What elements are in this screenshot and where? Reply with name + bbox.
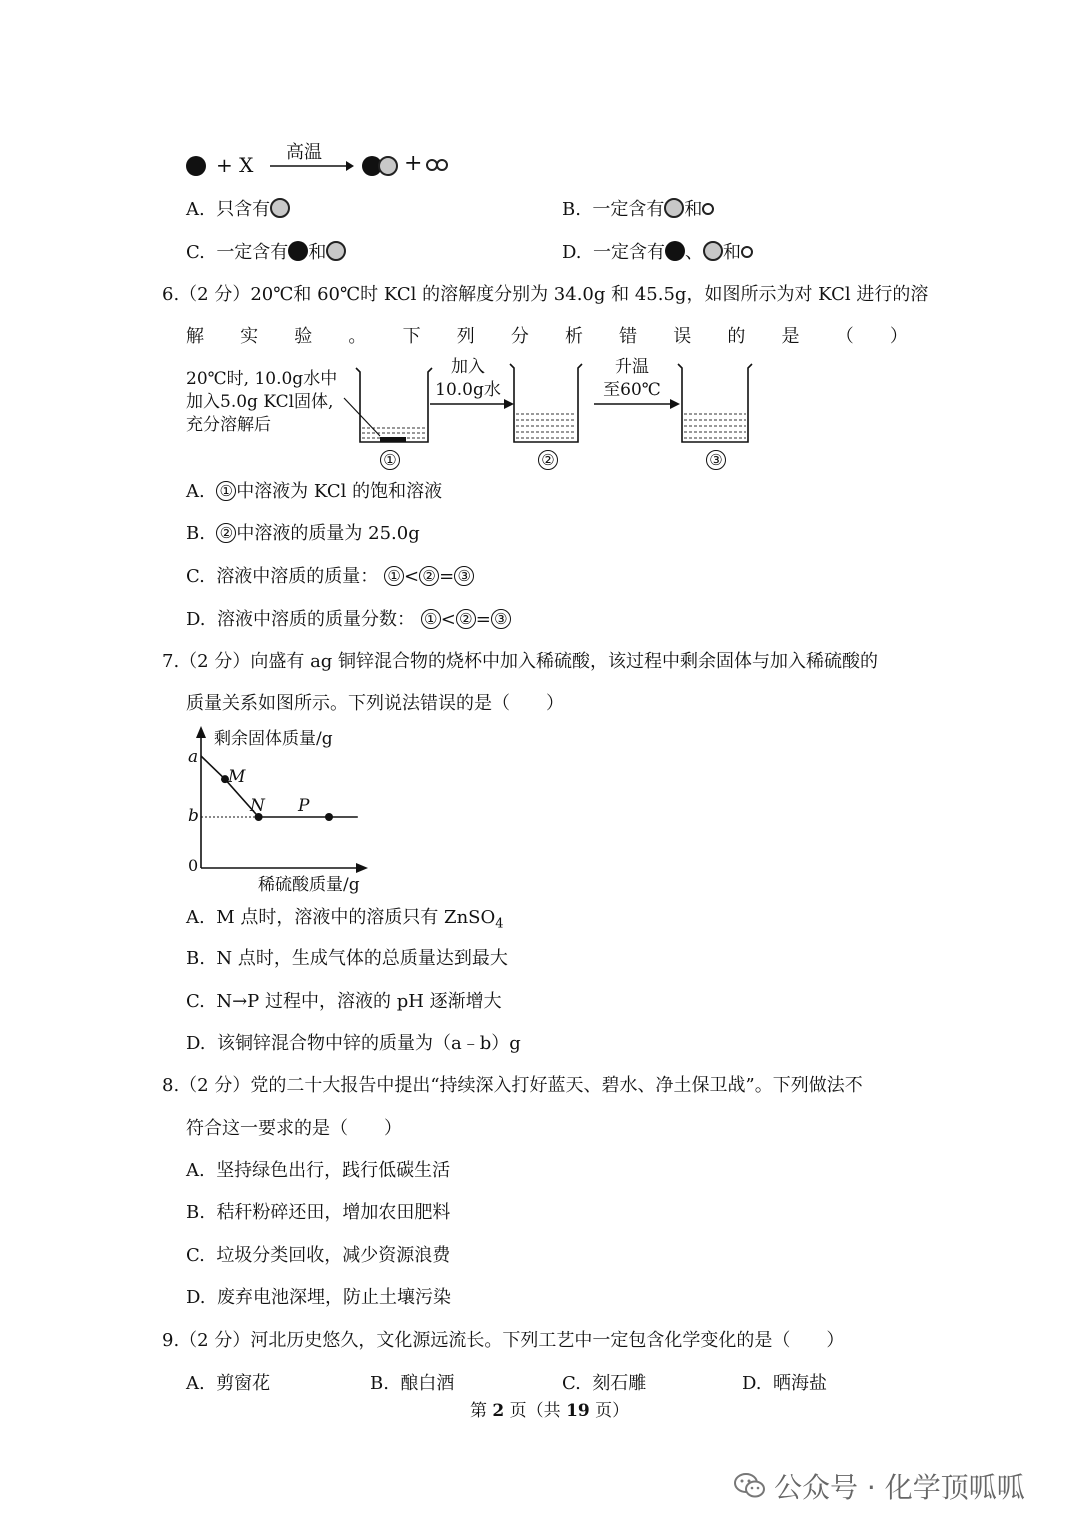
chart-ylabel: 剩余固体质量/g (214, 729, 333, 749)
reaction-condition: 高温 (286, 142, 322, 163)
q9-option-c[interactable]: C. 刻石雕 (562, 1373, 647, 1394)
small-atom-icon (741, 246, 753, 258)
q6-stem-line2: 解 实 验 。 下 列 分 析 错 误 的 是 （ ） (186, 326, 908, 347)
q9-option-b[interactable]: B. 酿白酒 (370, 1373, 455, 1394)
beaker-2 (510, 364, 582, 442)
series-line (201, 756, 358, 817)
chart-origin: 0 (188, 856, 199, 875)
beaker-label-1: ① (380, 450, 400, 470)
fig-desc: 20℃时, 10.0g水中 加入5.0g KCl固体, 充分溶解后 (186, 369, 338, 435)
gray-atom-icon (703, 241, 723, 261)
q6-option-c[interactable]: C. 溶液中溶质的质量： ① < ② = ③ (186, 565, 474, 589)
q6-option-b[interactable]: B. ② 中溶液的质量为 25.0g (186, 523, 420, 544)
step1-label: 加入 10.0g水 (435, 357, 501, 400)
chart-xlabel: 稀硫酸质量/g (258, 875, 360, 895)
black-atom-icon (288, 241, 308, 261)
black-atom-icon (665, 241, 685, 261)
small-atom-icon (436, 159, 448, 171)
q5-option-b[interactable]: B. 一定含有 和 (562, 198, 714, 222)
step2-label: 升温 至60℃ (603, 357, 661, 400)
chart-ytick-a: a (188, 747, 199, 767)
reaction-x: + X (216, 153, 254, 177)
reaction-plus: + (404, 151, 423, 176)
q6-option-a[interactable]: A. ① 中溶液为 KCl 的饱和溶液 (186, 481, 443, 502)
chart-point-label-m: M (228, 767, 246, 787)
q8-stem-line2: 符合这一要求的是（ ） (186, 1118, 402, 1139)
q6-stem-line1: 6.（2 分）20℃和 60℃时 KCl 的溶解度分别为 34.0g 和 45.5g，如图所示为对 KCl 进行的溶 (162, 284, 929, 305)
q8-option-b[interactable]: B. 秸秆粉碎还田，增加农田肥料 (186, 1202, 451, 1223)
watermark (734, 1466, 1025, 1506)
q9-option-a[interactable]: A. 剪窗花 (186, 1373, 271, 1394)
gray-atom-icon (664, 198, 684, 218)
beaker-3 (678, 364, 752, 442)
gray-atom-icon (270, 198, 290, 218)
chart-point-label-p: P (298, 796, 310, 816)
q6-experiment-figure (184, 356, 764, 476)
gray-atom-icon (378, 156, 398, 176)
q7-stem-line1: 7.（2 分）向盛有 ag 铜锌混合物的烧杯中加入稀硫酸，该过程中剩余固体与加入稀硫酸的 (162, 651, 879, 672)
q9-option-d[interactable]: D. 晒海盐 (742, 1373, 827, 1394)
watermark-text: 公众号 · 化学顶呱呱 (774, 1471, 1025, 1504)
beaker-label-2: ② (538, 450, 558, 470)
q5-option-d[interactable]: D. 一定含有 、 和 (562, 241, 753, 265)
reaction-arrow-icon (270, 160, 354, 172)
q5-option-c[interactable]: C. 一定含有 和 (186, 241, 346, 265)
black-atom-icon (186, 156, 206, 176)
q8-option-a[interactable]: A. 坚持绿色出行，践行低碳生活 (186, 1160, 451, 1181)
q7-option-c[interactable]: C. N→P 过程中，溶液的 pH 逐渐增大 (186, 991, 502, 1012)
q9-stem: 9.（2 分）河北历史悠久，文化源远流长。下列工艺中一定包含化学变化的是（ ） (162, 1330, 845, 1351)
q6-option-d[interactable]: D. 溶液中溶质的质量分数： ① < ② = ③ (186, 608, 511, 632)
q7-option-d[interactable]: D. 该铜锌混合物中锌的质量为（a﹣b）g (186, 1033, 521, 1054)
q8-option-d[interactable]: D. 废弃电池深埋，防止土壤污染 (186, 1287, 451, 1308)
q5-option-a[interactable]: A. 只含有 (186, 198, 290, 222)
chart-ytick-b: b (188, 806, 199, 826)
beaker-1 (344, 368, 432, 442)
page-footer: 第 2 页（共 19 页） (470, 1401, 630, 1421)
beaker-label-3: ③ (706, 450, 726, 470)
small-atom-icon (702, 203, 714, 215)
q7-chart (180, 722, 380, 894)
q7-option-b[interactable]: B. N 点时，生成气体的总质量达到最大 (186, 948, 508, 969)
q7-option-a[interactable]: A. M 点时，溶液中的溶质只有 ZnSO$_4$ (186, 907, 504, 932)
y-axis-arrow-icon (196, 726, 206, 738)
chart-point-label-n: N (250, 796, 265, 816)
q8-stem-line1: 8.（2 分）党的二十大报告中提出“持续深入打好蓝天、碧水、净土保卫战”。下列做法不 (162, 1075, 863, 1096)
wechat-icon (734, 1472, 766, 1500)
q7-stem-line2: 质量关系如图所示。下列说法错误的是（ ） (186, 693, 564, 714)
q8-option-c[interactable]: C. 垃圾分类回收，减少资源浪费 (186, 1245, 451, 1266)
chart-point-p (325, 813, 333, 821)
gray-atom-icon (326, 241, 346, 261)
